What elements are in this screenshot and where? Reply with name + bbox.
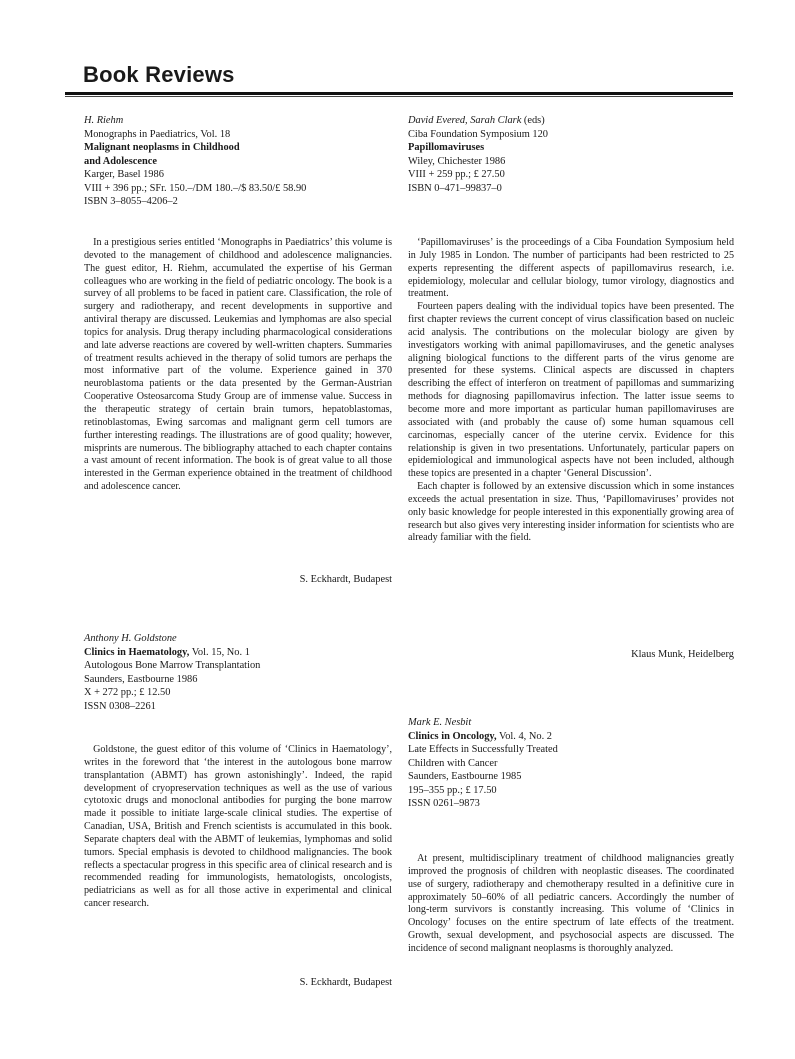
review-isbn: ISSN 0261–9873 [408, 798, 480, 809]
review-series: Monographs in Paediatrics, Vol. 18 [84, 128, 231, 140]
review-paragraph: In a prestigious series entitled ‘Monographs in Paediatrics’ this volume is devoted to the management of childhood and adolescence malignancies. The guest editor, H. Riehm, accumulated the expertise of his German colleagues who are working in the field of pediatric oncology. The book is a survey of all problems to be faced in patient care. Classification, the role of surgery and radiotherapy, and recent developments in supportive and antiviral therapy are discussed. Leukemias and lymphomas are also special topics for analysis. Drug therapy including pharmacological considerations and late adverse reactions are covered by well-written chapters. Summaries of treatment results achieved in the therapy of solid tumors are perhaps the most informative part of the volume. Experience gained in 370 neuroblastoma patients or the data presented by the German-Austrian Cooperative Osteosarcoma Study Group are of immense value. Success in the therapeutic strategy of certain brain tumors, hepatoblastomas, retinoblastomas, Ewing sarcomas and malignant germ cell tumors are further interesting readings. The illustrations are of good quality; however, misprints are numerous. The bibliography attached to each chapter contains a vast amount of recent information. The book is of great value to all those interested in the German experience obtained in the treatment of childhood and adolescence cancer. [84, 237, 392, 493]
review-goldstone-biblio [84, 632, 392, 713]
review-price: VIII + 259 pp.; £ 27.50 [408, 169, 505, 180]
review-series [84, 646, 392, 660]
review-series-name: Clinics in Oncology, [408, 730, 497, 742]
review-publisher: Saunders, Eastbourne 1985 [408, 771, 522, 782]
review-title-line: Children with Cancer [408, 757, 498, 769]
review-paragraph: Each chapter is followed by an extensive discussion which in some instances exceeds the actual presentation in size. Thus, ‘Papillomaviruses’ provides not only basic knowledge for people interested in this exponentially growing area of research but also gives very interesting insider information for scientists who are already familiar with the field. [408, 481, 734, 544]
review-title-line: Late Effects in Successfully Treated [408, 744, 558, 755]
review-evered-body [408, 237, 734, 545]
review-isbn: ISSN 0308–2261 [84, 700, 156, 712]
review-goldstone-body [84, 744, 392, 911]
review-title-line: Malignant neoplasms in Childhood [84, 142, 240, 153]
review-publisher: Saunders, Eastbourne 1986 [84, 673, 198, 685]
review-riehm-body [84, 237, 392, 494]
review-riehm-biblio [84, 114, 392, 209]
review-series [408, 730, 734, 744]
review-series-volume: Vol. 4, No. 2 [496, 730, 552, 742]
review-author: H. Riehm [84, 115, 124, 126]
review-evered-biblio [408, 114, 734, 195]
review-series-name: Clinics in Haematology, [84, 646, 190, 658]
review-nesbit-biblio [408, 716, 734, 811]
review-paragraph: ‘Papillomaviruses’ is the proceedings of a Ciba Foundation Symposium held in July 1985 in London. The number of participants had been restricted to 25 experts representing the different aspects of papillomavirus research, i.e. epidemiology, molecular and cellular biology, tumor virology, diagnostics and treatment. [408, 237, 734, 300]
review-price: 195–355 pp.; £ 17.50 [408, 784, 497, 796]
review-paragraph: Fourteen papers dealing with the individual topics have been presented. The first chapter reviews the current concept of virus classification based on nucleic acid analysis. The contributions on the molecular biology are given by investigators working with animal papillomaviruses, and the genetic analyses aligning biological functions to the different parts of the virus genome are presented for these systems. Clinical aspects are discussed in chapters describing the effect of interferon on treatment of papillomas and summarizing methods for diagnosing papillomavirus infection. The latter issue seems to become more and more important as particular human papillomaviruses are associated with (and probably the cause of) some human squamous cell carcinomas, especially cancer of the uterine cervix. Evidence for this relationship is given in two presentations. Unfortunately, particular papers on epidemiological and immunological aspects have not been included, although these topics are presented in a chapter ‘General Discussion’. [408, 301, 734, 480]
review-title-line: and Adolescence [84, 155, 158, 167]
review-isbn: ISBN 3–8055–4206–2 [84, 196, 178, 207]
review-publisher: Wiley, Chichester 1986 [408, 155, 506, 167]
review-publisher: Karger, Basel 1986 [84, 169, 164, 180]
review-author-line [408, 114, 734, 128]
review-author: David Evered, Sarah Clark [408, 115, 522, 126]
review-signature: S. Eckhardt, Budapest [299, 574, 392, 585]
review-paragraph: At present, multidisciplinary treatment of childhood malignancies greatly improved the prognosis of children with neoplastic diseases. The coordinated use of surgery, radiotherapy and chemotherapy resulted in a definitive cure in approximately 50–60% of all pediatric cancers. Accordingly the number of long-term survivors is constantly increasing. This volume of ‘Clinics in Oncology’ focuses on the entire spectrum of late effects of the treatment. Growth, sexual development, and psychosocial aspects are discussed. The incidence of second malignant neoplasms is thoroughly analyzed. [408, 853, 734, 954]
review-series: Ciba Foundation Symposium 120 [408, 128, 548, 140]
review-price: VIII + 396 pp.; SFr. 150.–/DM 180.–/$ 83.50/£ 58.90 [84, 182, 307, 194]
review-nesbit-body [408, 853, 734, 956]
review-signature: Klaus Munk, Heidelberg [631, 649, 734, 660]
review-isbn: ISBN 0–471–99837–0 [408, 182, 502, 194]
review-title-line: Autologous Bone Marrow Transplantation [84, 660, 261, 671]
review-paragraph: Goldstone, the guest editor of this volume of ‘Clinics in Haematology’, writes in the foreword that ‘the interest in the autologous bone marrow transplantation (ABMT) has grown astonishingly’. Indeed, the rapid development of cryopreservation techniques as well as the use of various cytotoxic drugs and monoclonal antibodies for purging the bone marrow made it possible to initiate large-scale clinical studies. The expertise of Canadian, USA, British and French scientists is accumulated in this book. Separate chapters deal with the ABMT of leukemias, lymphomas and solid tumors. Special emphasis is devoted to childhood malignancies. The book reflects a spectacular progress in this specific area of clinical research and is recommended reading for immunologists, hematologists, oncologists, pediatricians as well as for all those active in experimental and clinical cancer research. [84, 744, 392, 910]
review-author-suffix: (eds) [521, 115, 545, 126]
review-signature: S. Eckhardt, Budapest [299, 977, 392, 988]
review-author: Mark E. Nesbit [408, 717, 472, 728]
review-price: X + 272 pp.; £ 12.50 [84, 687, 171, 698]
section-title: Book Reviews [83, 62, 235, 87]
review-author: Anthony H. Goldstone [84, 633, 177, 644]
header-rule-thin [65, 96, 733, 97]
review-series-volume: Vol. 15, No. 1 [189, 646, 250, 658]
header-rule-thick [65, 92, 733, 95]
review-title-line: Papillomaviruses [408, 142, 485, 153]
